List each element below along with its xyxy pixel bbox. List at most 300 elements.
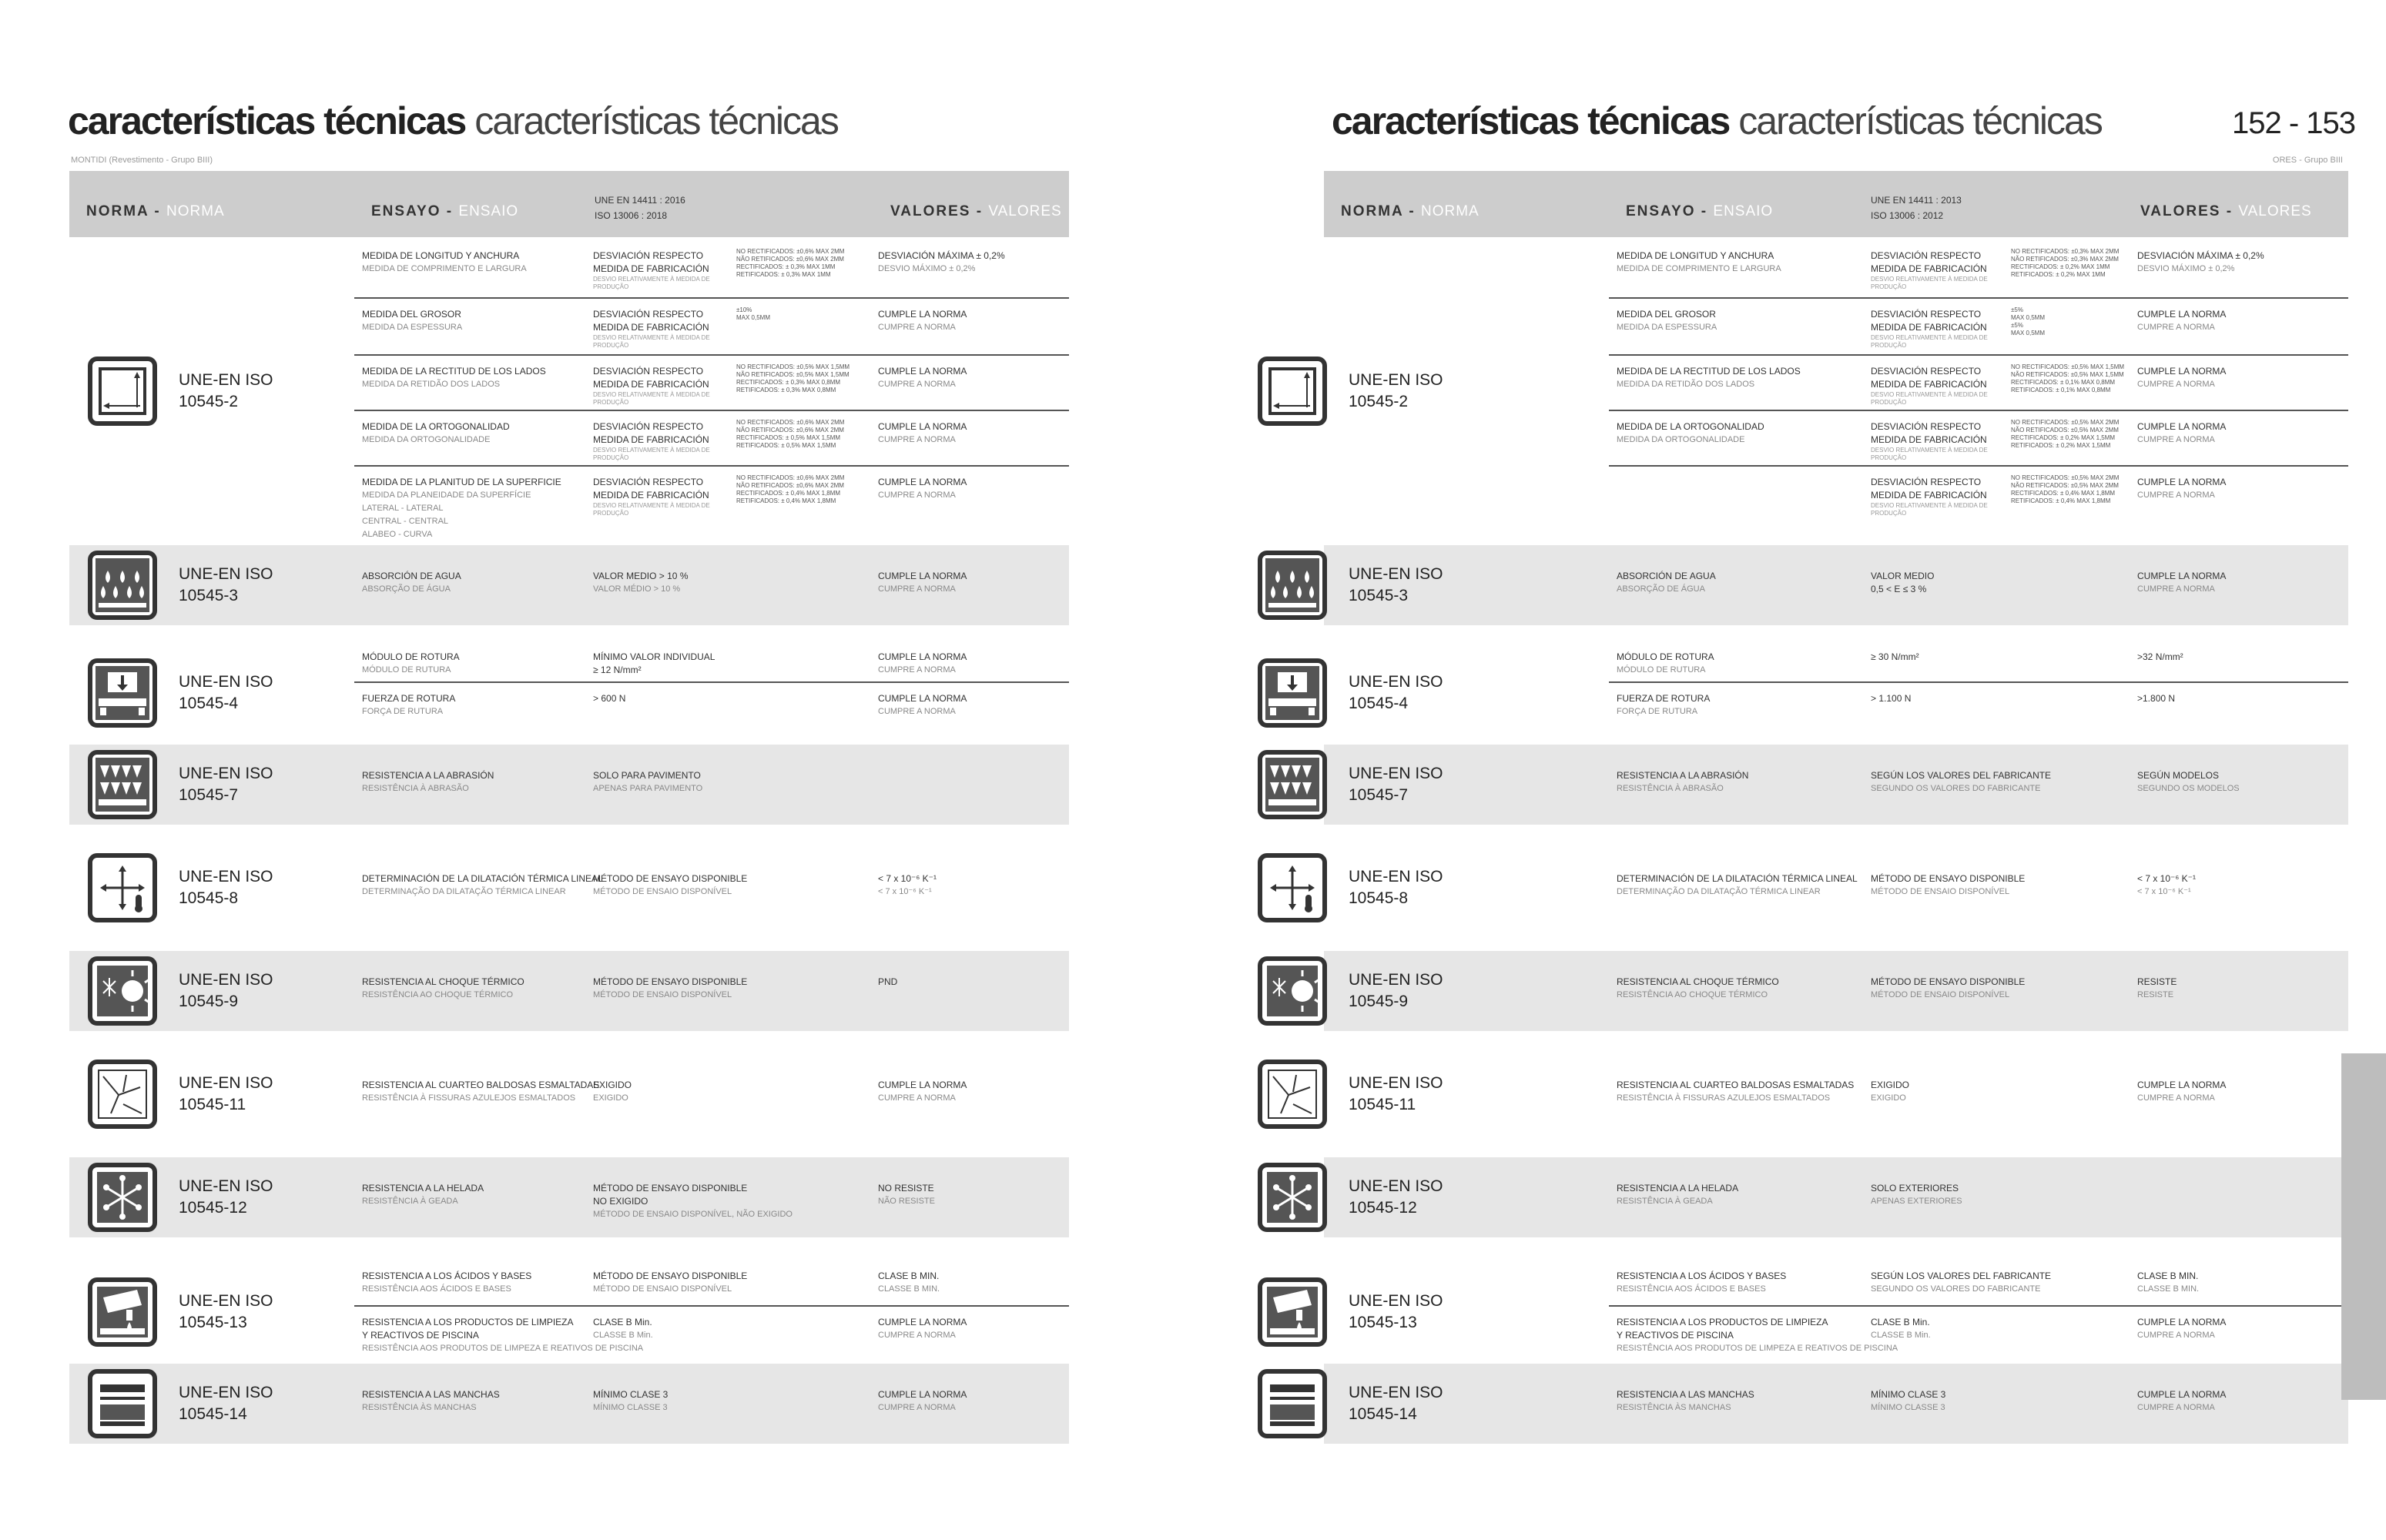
test-name-pt: RESISTÊNCIA À GEADA — [362, 1197, 458, 1206]
test-name: ABSORCIÓN DE AGUA — [362, 571, 461, 581]
tolerance-line: NO RECTIFICADOS: ±0,6% MAX 2MM — [736, 419, 845, 426]
tolerance-line: NO RECTIFICADOS: ±0,6% MAX 2MM — [736, 248, 845, 255]
table-row — [354, 1157, 1069, 1237]
header-une: UNE EN 14411 : 2016 ISO 13006 : 2018 — [595, 195, 685, 221]
table-row — [1609, 1305, 2348, 1365]
test-name: RESISTENCIA AL CHOQUE TÉRMICO — [1617, 976, 1779, 987]
value-text: CUMPLE LA NORMA — [878, 1317, 967, 1327]
table-row — [1609, 641, 2348, 681]
thermal-expansion-icon — [88, 853, 157, 922]
value-text: RESISTE — [2137, 976, 2177, 987]
method-cell — [593, 1388, 668, 1414]
norm-number: 10545-13 — [179, 1314, 247, 1331]
table-header-left — [69, 171, 1069, 237]
value-text: CUMPLE LA NORMA — [878, 421, 967, 432]
tolerance-line: RETIFICADOS: ± 0,4% MAX 1,8MM — [736, 497, 836, 504]
tolerance-line: NÃO RETIFICADOS: ±0,5% MAX 1,5MM — [2011, 371, 2124, 378]
tolerance-line: RECTIFICADOS: ± 0,2% MAX 1MM — [2011, 263, 2110, 270]
norm-number: 10545-9 — [1349, 993, 1409, 1010]
value-cell — [878, 651, 967, 677]
tolerance-cell — [736, 419, 844, 450]
norm-name: UNE-EN ISO — [1349, 1177, 1443, 1195]
test-name: RESISTENCIA A LA ABRASIÓN — [1617, 770, 1749, 781]
value-cell — [878, 420, 967, 447]
value-text-pt: CUMPRE A NORMA — [878, 584, 956, 594]
method-text-pt: DESVIO RELATIVAMENTE À MEDIDA DE PRODUÇÃO — [593, 334, 710, 349]
method-text-pt: SEGUNDO OS VALORES DO FABRICANTE — [1871, 1284, 2041, 1294]
test-cell — [1617, 692, 1710, 718]
test-name: MEDIDA DEL GROSOR — [1617, 309, 1716, 320]
thermal-shock-icon — [88, 956, 157, 1026]
method-text: DESVIACIÓN RESPECTO MEDIDA DE FABRICACIÓN — [1871, 309, 1987, 333]
test-name-pt: RESISTÊNCIA AOS PRODUTOS DE LIMPEZA E REATIVOS DE PISCINA — [1617, 1344, 1898, 1353]
spec-section — [1324, 745, 2348, 825]
method-cell — [1871, 1182, 1962, 1208]
tolerance-line: RETIFICADOS: ± 0,2% MAX 1MM — [2011, 271, 2106, 278]
table-row — [354, 1305, 1069, 1365]
value-cell — [878, 1316, 967, 1342]
method-cell — [1871, 976, 2025, 1002]
spec-section — [1324, 1260, 2348, 1364]
method-text-pt: MÍNIMO CLASSE 3 — [593, 1403, 668, 1412]
norm-label — [179, 564, 273, 607]
test-name: RESISTENCIA AL CUARTEO BALDOSAS ESMALTADAS — [362, 1080, 600, 1090]
norm-number: 10545-2 — [1349, 393, 1409, 410]
value-cell — [878, 570, 967, 596]
test-name: RESISTENCIA A LOS ÁCIDOS Y BASES — [1617, 1270, 1787, 1281]
test-cell — [362, 769, 494, 795]
method-text-pt: MÉTODO DE ENSAIO DISPONÍVEL — [593, 887, 732, 896]
method-text-pt: DESVIO RELATIVAMENTE À MEDIDA DE PRODUÇÃO — [593, 391, 710, 406]
method-cell — [593, 1079, 632, 1105]
value-cell — [2137, 872, 2196, 899]
table-row — [354, 465, 1069, 544]
norm-name: UNE-EN ISO — [179, 1074, 273, 1092]
tolerance-line: NÃO RETIFICADOS: ±0,6% MAX 2MM — [736, 427, 844, 434]
method-text: MÍNIMO CLASE 3 — [593, 1389, 669, 1400]
method-text-pt: DESVIO RELATIVAMENTE À MEDIDA DE PRODUÇÃO — [1871, 334, 1988, 349]
rupture-icon — [1258, 658, 1327, 728]
norm-name: UNE-EN ISO — [179, 1292, 273, 1310]
method-text-pt: DESVIO RELATIVAMENTE À MEDIDA DE PRODUÇÃO — [593, 447, 710, 461]
abrasion-icon — [88, 750, 157, 819]
test-name-pt: MEDIDA DE COMPRIMENTO E LARGURA — [362, 264, 527, 273]
norm-name: UNE-EN ISO — [1349, 868, 1443, 886]
method-text: MÉTODO DE ENSAYO DISPONIBLE — [593, 873, 748, 884]
value-text-pt: < 7 x 10⁻⁶ K⁻¹ — [2137, 887, 2191, 896]
value-text-pt: CUMPRE A NORMA — [2137, 1093, 2215, 1103]
value-cell — [2137, 692, 2175, 705]
spec-section — [1324, 951, 2348, 1031]
norm-label — [179, 763, 273, 806]
test-name: DETERMINACIÓN DE LA DILATACIÓN TÉRMICA LINEAL — [1617, 873, 1858, 884]
value-cell — [878, 476, 967, 502]
norm-name: UNE-EN ISO — [179, 868, 273, 886]
norm-name: UNE-EN ISO — [1349, 1292, 1443, 1310]
value-cell — [2137, 249, 2264, 276]
method-cell — [1871, 769, 2051, 795]
value-text: >32 N/mm² — [2137, 651, 2183, 662]
tolerance-line: RETIFICADOS: ± 0,4% MAX 1,8MM — [2011, 497, 2111, 504]
spec-section — [69, 1260, 1069, 1364]
test-cell — [362, 1388, 500, 1414]
method-text: DESVIACIÓN RESPECTO MEDIDA DE FABRICACIÓN — [1871, 250, 1987, 274]
norm-name: UNE-EN ISO — [179, 971, 273, 989]
tolerance-line: NÃO RETIFICADOS: ±0,6% MAX 2MM — [736, 256, 844, 263]
table-row — [354, 545, 1069, 625]
test-cell — [362, 476, 561, 541]
tolerance-cell — [2011, 419, 2119, 450]
method-cell — [1871, 476, 2002, 517]
spec-section — [69, 545, 1069, 625]
norm-label — [1349, 1291, 1443, 1334]
value-text-pt: DESVIO MÁXIMO ± 0,2% — [2137, 264, 2235, 273]
test-cell — [1617, 872, 1858, 899]
value-cell — [878, 249, 1005, 276]
value-text: CUMPLE LA NORMA — [878, 366, 967, 377]
method-text: MÉTODO DE ENSAYO DISPONIBLE — [1871, 873, 2026, 884]
abrasion-icon — [1258, 750, 1327, 819]
method-text: DESVIACIÓN RESPECTO MEDIDA DE FABRICACIÓN — [593, 309, 709, 333]
value-cell — [878, 692, 967, 718]
tolerance-line: NO RECTIFICADOS: ±0,5% MAX 1,5MM — [736, 363, 850, 370]
test-name-pt: RESISTÊNCIA AOS PRODUTOS DE LIMPEZA E REATIVOS DE PISCINA — [362, 1344, 644, 1353]
method-text-2: NO EXIGIDO — [593, 1196, 648, 1207]
norm-label — [179, 866, 273, 909]
table-row — [354, 745, 1069, 825]
value-text: < 7 x 10⁻⁶ K⁻¹ — [2137, 873, 2196, 884]
norm-name: UNE-EN ISO — [179, 371, 273, 389]
method-text: MÍNIMO VALOR INDIVIDUAL — [593, 651, 715, 662]
frost-icon — [88, 1163, 157, 1232]
spec-section — [69, 951, 1069, 1031]
method-cell — [1871, 1316, 1931, 1342]
tolerance-line: ±10% — [736, 306, 752, 313]
tolerance-line: RECTIFICADOS: ± 0,4% MAX 1,8MM — [2011, 490, 2116, 497]
test-cell — [362, 249, 527, 276]
water-drops-icon — [88, 551, 157, 620]
norm-number: 10545-3 — [179, 587, 239, 604]
tolerance-line: MAX 0,5MM — [736, 314, 771, 321]
norm-name: UNE-EN ISO — [179, 673, 273, 691]
method-text-pt: MÉTODO DE ENSAIO DISPONÍVEL — [593, 1284, 732, 1294]
method-text: CLASE B Min. — [593, 1317, 652, 1327]
chemical-icon — [1258, 1277, 1327, 1347]
tolerance-line: NO RECTIFICADOS: ±0,3% MAX 2MM — [2011, 248, 2120, 255]
value-text-pt: CUMPRE A NORMA — [878, 707, 956, 716]
thermal-expansion-icon — [1258, 853, 1327, 922]
method-text: DESVIACIÓN RESPECTO MEDIDA DE FABRICACIÓN — [1871, 477, 1987, 500]
spec-section — [1324, 545, 2348, 625]
method-text: ≥ 30 N/mm² — [1871, 651, 1919, 662]
tolerance-line: NO RECTIFICADOS: ±0,5% MAX 2MM — [2011, 474, 2120, 481]
norm-label — [1349, 671, 1443, 715]
norm-number: 10545-14 — [1349, 1405, 1417, 1423]
table-row — [354, 297, 1069, 356]
tolerance-line: NÃO RETIFICADOS: ±0,5% MAX 1,5MM — [736, 371, 850, 378]
test-name-pt: DETERMINAÇÃO DA DILATAÇÃO TÉRMICA LINEAR — [362, 887, 566, 896]
tolerance-line: RECTIFICADOS: ± 0,3% MAX 1MM — [736, 263, 836, 270]
header-valores: VALORES - VALORES — [890, 203, 1062, 219]
test-cell — [362, 872, 603, 899]
tolerance-line: NÃO RETIFICADOS: ±0,3% MAX 2MM — [2011, 256, 2119, 263]
method-cell — [593, 365, 724, 407]
norm-name: UNE-EN ISO — [179, 1384, 273, 1401]
norm-name: UNE-EN ISO — [1349, 371, 1443, 389]
test-cell — [1617, 1316, 1898, 1355]
method-cell — [593, 1316, 653, 1342]
table-row — [354, 951, 1069, 1031]
norm-name: UNE-EN ISO — [1349, 971, 1443, 989]
norm-number: 10545-12 — [179, 1199, 247, 1217]
method-text-pt: EXIGIDO — [593, 1093, 628, 1103]
norm-number: 10545-12 — [1349, 1199, 1417, 1217]
norm-label — [179, 1382, 273, 1425]
method-cell — [593, 308, 724, 350]
value-text: CLASE B MIN. — [878, 1270, 940, 1281]
value-text: NO RESISTE — [878, 1183, 934, 1194]
value-text-pt: CUMPRE A NORMA — [878, 323, 956, 332]
test-name-pt: DETERMINAÇÃO DA DILATAÇÃO TÉRMICA LINEAR — [1617, 887, 1821, 896]
tolerance-line: RETIFICADOS: ± 0,1% MAX 0,8MM — [2011, 387, 2111, 393]
norm-name: UNE-EN ISO — [1349, 765, 1443, 782]
value-text-pt: CUMPRE A NORMA — [2137, 323, 2215, 332]
method-text-pt: DESVIO RELATIVAMENTE À MEDIDA DE PRODUÇÃO — [1871, 391, 1988, 406]
test-name-pt: ABSORÇÃO DE ÁGUA — [1617, 584, 1705, 594]
table-row — [1609, 1157, 2348, 1237]
value-text-pt: CUMPRE A NORMA — [878, 490, 956, 500]
method-cell — [593, 769, 702, 795]
test-name: MEDIDA DE LA RECTITUD DE LOS LADOS — [1617, 366, 1801, 377]
tolerance-line: MAX 0,5MM — [2011, 314, 2046, 321]
test-cell — [1617, 365, 1801, 391]
tolerance-line: RECTIFICADOS: ± 0,5% MAX 1,5MM — [736, 434, 841, 441]
table-row — [1609, 1364, 2348, 1444]
norm-label — [1349, 763, 1443, 806]
test-name: MÓDULO DE ROTURA — [362, 651, 460, 662]
spec-section — [69, 1364, 1069, 1444]
value-cell — [2137, 1316, 2226, 1342]
method-text: VALOR MEDIO > 10 % — [593, 571, 689, 581]
value-text-pt: CUMPRE A NORMA — [878, 1093, 956, 1103]
test-cell — [1617, 769, 1748, 795]
value-text: CUMPLE LA NORMA — [2137, 1389, 2227, 1400]
norm-number: 10545-2 — [179, 393, 239, 410]
norm-number: 10545-3 — [1349, 587, 1409, 604]
test-cell — [362, 365, 546, 391]
value-cell — [878, 1182, 935, 1208]
value-text-pt: NÃO RESISTE — [878, 1197, 935, 1206]
value-cell — [878, 1388, 967, 1414]
spec-section — [69, 240, 1069, 542]
test-name-pt: RESISTÊNCIA AOS ÁCIDOS E BASES — [1617, 1284, 1766, 1294]
test-name-pt: RESISTÊNCIA ÀS MANCHAS — [1617, 1403, 1731, 1412]
spec-section — [69, 641, 1069, 745]
title-light: características técnicas — [1738, 99, 2102, 142]
method-text-pt: DESVIO RELATIVAMENTE À MEDIDA DE PRODUÇÃO — [1871, 447, 1988, 461]
spec-section — [69, 745, 1069, 825]
value-text-pt: CUMPRE A NORMA — [878, 1331, 956, 1340]
title-bold: características técnicas — [68, 99, 466, 142]
table-row — [1609, 465, 2348, 544]
test-name: RESISTENCIA A LOS ÁCIDOS Y BASES — [362, 1270, 532, 1281]
method-text: CLASE B Min. — [1871, 1317, 1930, 1327]
norm-name: UNE-EN ISO — [1349, 565, 1443, 583]
value-cell — [2137, 365, 2226, 391]
method-cell — [1871, 1079, 1909, 1105]
method-text: SOLO PARA PAVIMENTO — [593, 770, 701, 781]
value-text: CUMPLE LA NORMA — [2137, 309, 2227, 320]
value-text-pt: CUMPRE A NORMA — [878, 380, 956, 389]
value-text: >1.800 N — [2137, 693, 2176, 704]
method-cell — [1871, 1270, 2051, 1296]
table-row — [1609, 240, 2348, 297]
norm-label — [179, 969, 273, 1013]
spec-section — [1324, 641, 2348, 745]
method-text-pt: MÉTODO DE ENSAIO DISPONÍVEL — [593, 990, 732, 999]
value-cell — [878, 365, 967, 391]
method-text: SOLO EXTERIORES — [1871, 1183, 1959, 1194]
table-row — [1609, 1054, 2348, 1134]
value-text-pt: CUMPRE A NORMA — [2137, 490, 2215, 500]
method-text: DESVIACIÓN RESPECTO MEDIDA DE FABRICACIÓN — [1871, 366, 1987, 390]
table-row — [1609, 951, 2348, 1031]
norm-label — [1349, 1382, 1443, 1425]
test-name-pt: MEDIDA DA PLANEIDADE DA SUPERFÍCIE — [362, 490, 531, 500]
frost-icon — [1258, 1163, 1327, 1232]
spec-section — [1324, 240, 2348, 542]
method-cell — [593, 651, 715, 677]
table-row — [354, 1260, 1069, 1305]
norm-label — [179, 1073, 273, 1116]
method-cell — [593, 570, 689, 596]
method-text: MÍNIMO CLASE 3 — [1871, 1389, 1946, 1400]
test-name-pt: FORÇA DE RUTURA — [1617, 707, 1698, 716]
test-cell — [1617, 308, 1717, 334]
value-cell — [2137, 651, 2183, 664]
test-name-pt: RESISTÊNCIA AO CHOQUE TÉRMICO — [362, 990, 513, 999]
header-valores: VALORES - VALORES — [2140, 203, 2312, 219]
method-text-pt: MÉTODO DE ENSAIO DISPONÍVEL, NÃO EXIGIDO — [593, 1210, 793, 1219]
table-row — [354, 848, 1069, 928]
table-row — [1609, 745, 2348, 825]
method-text-pt: MÍNIMO CLASSE 3 — [1871, 1403, 1945, 1412]
method-text-pt: MÉTODO DE ENSAIO DISPONÍVEL — [1871, 990, 2010, 999]
test-name-pt: RESISTÊNCIA ÀS MANCHAS — [362, 1403, 477, 1412]
value-text-pt: < 7 x 10⁻⁶ K⁻¹ — [878, 887, 932, 896]
norm-label — [179, 370, 273, 413]
method-cell — [1871, 570, 1934, 596]
method-text: MÉTODO DE ENSAYO DISPONIBLE — [593, 1270, 748, 1281]
value-text: CUMPLE LA NORMA — [2137, 477, 2227, 487]
norm-number: 10545-13 — [1349, 1314, 1417, 1331]
method-text-pt: DESVIO RELATIVAMENTE À MEDIDA DE PRODUÇÃO — [1871, 276, 1988, 290]
norm-name: UNE-EN ISO — [1349, 1074, 1443, 1092]
method-cell — [1871, 308, 2002, 350]
value-text: PND — [878, 976, 898, 987]
spec-section — [69, 1054, 1069, 1134]
value-text-pt: CUMPRE A NORMA — [2137, 1331, 2215, 1340]
test-name-pt: MEDIDA DA ESPESSURA — [1617, 323, 1717, 332]
value-cell — [878, 308, 967, 334]
tolerance-line: NÃO RETIFICADOS: ±0,5% MAX 2MM — [2011, 427, 2119, 434]
norm-label — [1349, 370, 1443, 413]
method-text: > 1.100 N — [1871, 693, 1912, 704]
value-cell — [2137, 308, 2226, 334]
test-cell — [1617, 249, 1781, 276]
test-name: MEDIDA DE LONGITUD Y ANCHURA — [362, 250, 520, 261]
crazing-icon — [88, 1060, 157, 1129]
tolerance-cell — [2011, 306, 2045, 337]
value-text: SEGÚN MODELOS — [2137, 770, 2220, 781]
table-row — [354, 1364, 1069, 1444]
value-cell — [2137, 420, 2226, 447]
norm-number: 10545-8 — [1349, 889, 1409, 907]
test-name-pt: MEDIDA DA ORTOGONALIDADE — [362, 435, 491, 444]
test-name-pt: MEDIDA DE COMPRIMENTO E LARGURA — [1617, 264, 1781, 273]
method-text: MÉTODO DE ENSAYO DISPONIBLE — [593, 976, 748, 987]
table-row — [354, 1054, 1069, 1134]
value-text: CUMPLE LA NORMA — [878, 477, 967, 487]
test-name-pt: MÓDULO DE RUTURA — [362, 665, 451, 675]
value-text: DESVIACIÓN MÁXIMA ± 0,2% — [878, 250, 1005, 261]
rupture-icon — [88, 658, 157, 728]
value-cell — [878, 1270, 940, 1296]
tolerance-line: RETIFICADOS: ± 0,3% MAX 0,8MM — [736, 387, 836, 393]
norm-number: 10545-8 — [179, 889, 239, 907]
value-text: CUMPLE LA NORMA — [878, 309, 967, 320]
test-name-pt: MEDIDA DA RETIDÃO DOS LADOS — [362, 380, 501, 389]
norm-number: 10545-14 — [179, 1405, 247, 1423]
method-text: VALOR MEDIO — [1871, 571, 1935, 581]
tolerance-cell — [2011, 248, 2119, 279]
tolerance-line: NO RECTIFICADOS: ±0,6% MAX 2MM — [736, 474, 845, 481]
value-text-pt: CLASSE B MIN. — [878, 1284, 940, 1294]
norm-label — [1349, 564, 1443, 607]
tolerance-line: ±5% — [2011, 306, 2023, 313]
table-row — [1609, 410, 2348, 467]
test-cell — [1617, 1182, 1738, 1208]
tolerance-line: RECTIFICADOS: ± 0,1% MAX 0,8MM — [2011, 379, 2116, 386]
tolerance-cell — [2011, 474, 2119, 505]
test-name: MEDIDA DE LA ORTOGONALIDAD — [1617, 421, 1764, 432]
method-text-pt: SEGUNDO OS VALORES DO FABRICANTE — [1871, 784, 2041, 793]
spec-section — [69, 1157, 1069, 1237]
test-name: MEDIDA DE LONGITUD Y ANCHURA — [1617, 250, 1774, 261]
method-cell — [1871, 872, 2025, 899]
test-name-pt: RESISTÊNCIA À FISSURAS AZULEJOS ESMALTADOS — [1617, 1093, 1831, 1103]
norm-name: UNE-EN ISO — [179, 765, 273, 782]
value-cell — [2137, 976, 2177, 1002]
value-text: CUMPLE LA NORMA — [2137, 366, 2227, 377]
method-cell — [1871, 1388, 1945, 1414]
table-row — [354, 641, 1069, 681]
norm-label — [179, 1176, 273, 1219]
value-text-pt: CUMPRE A NORMA — [2137, 1403, 2215, 1412]
header-ensayo: ENSAYO - ENSAIO — [371, 203, 519, 219]
chemical-icon — [88, 1277, 157, 1347]
page-title-right — [1332, 99, 2102, 143]
title-bold: características técnicas — [1332, 99, 1730, 142]
method-cell — [1871, 651, 1919, 664]
tolerance-line: NÃO RETIFICADOS: ±0,6% MAX 2MM — [736, 482, 844, 489]
method-text: SEGÚN LOS VALORES DEL FABRICANTE — [1871, 770, 2052, 781]
crazing-icon — [1258, 1060, 1327, 1129]
test-name-pt: MÓDULO DE RUTURA — [1617, 665, 1706, 675]
page-tab-marker — [2341, 1053, 2386, 1400]
table-header-right — [1324, 171, 2348, 237]
tolerance-cell — [736, 474, 844, 505]
